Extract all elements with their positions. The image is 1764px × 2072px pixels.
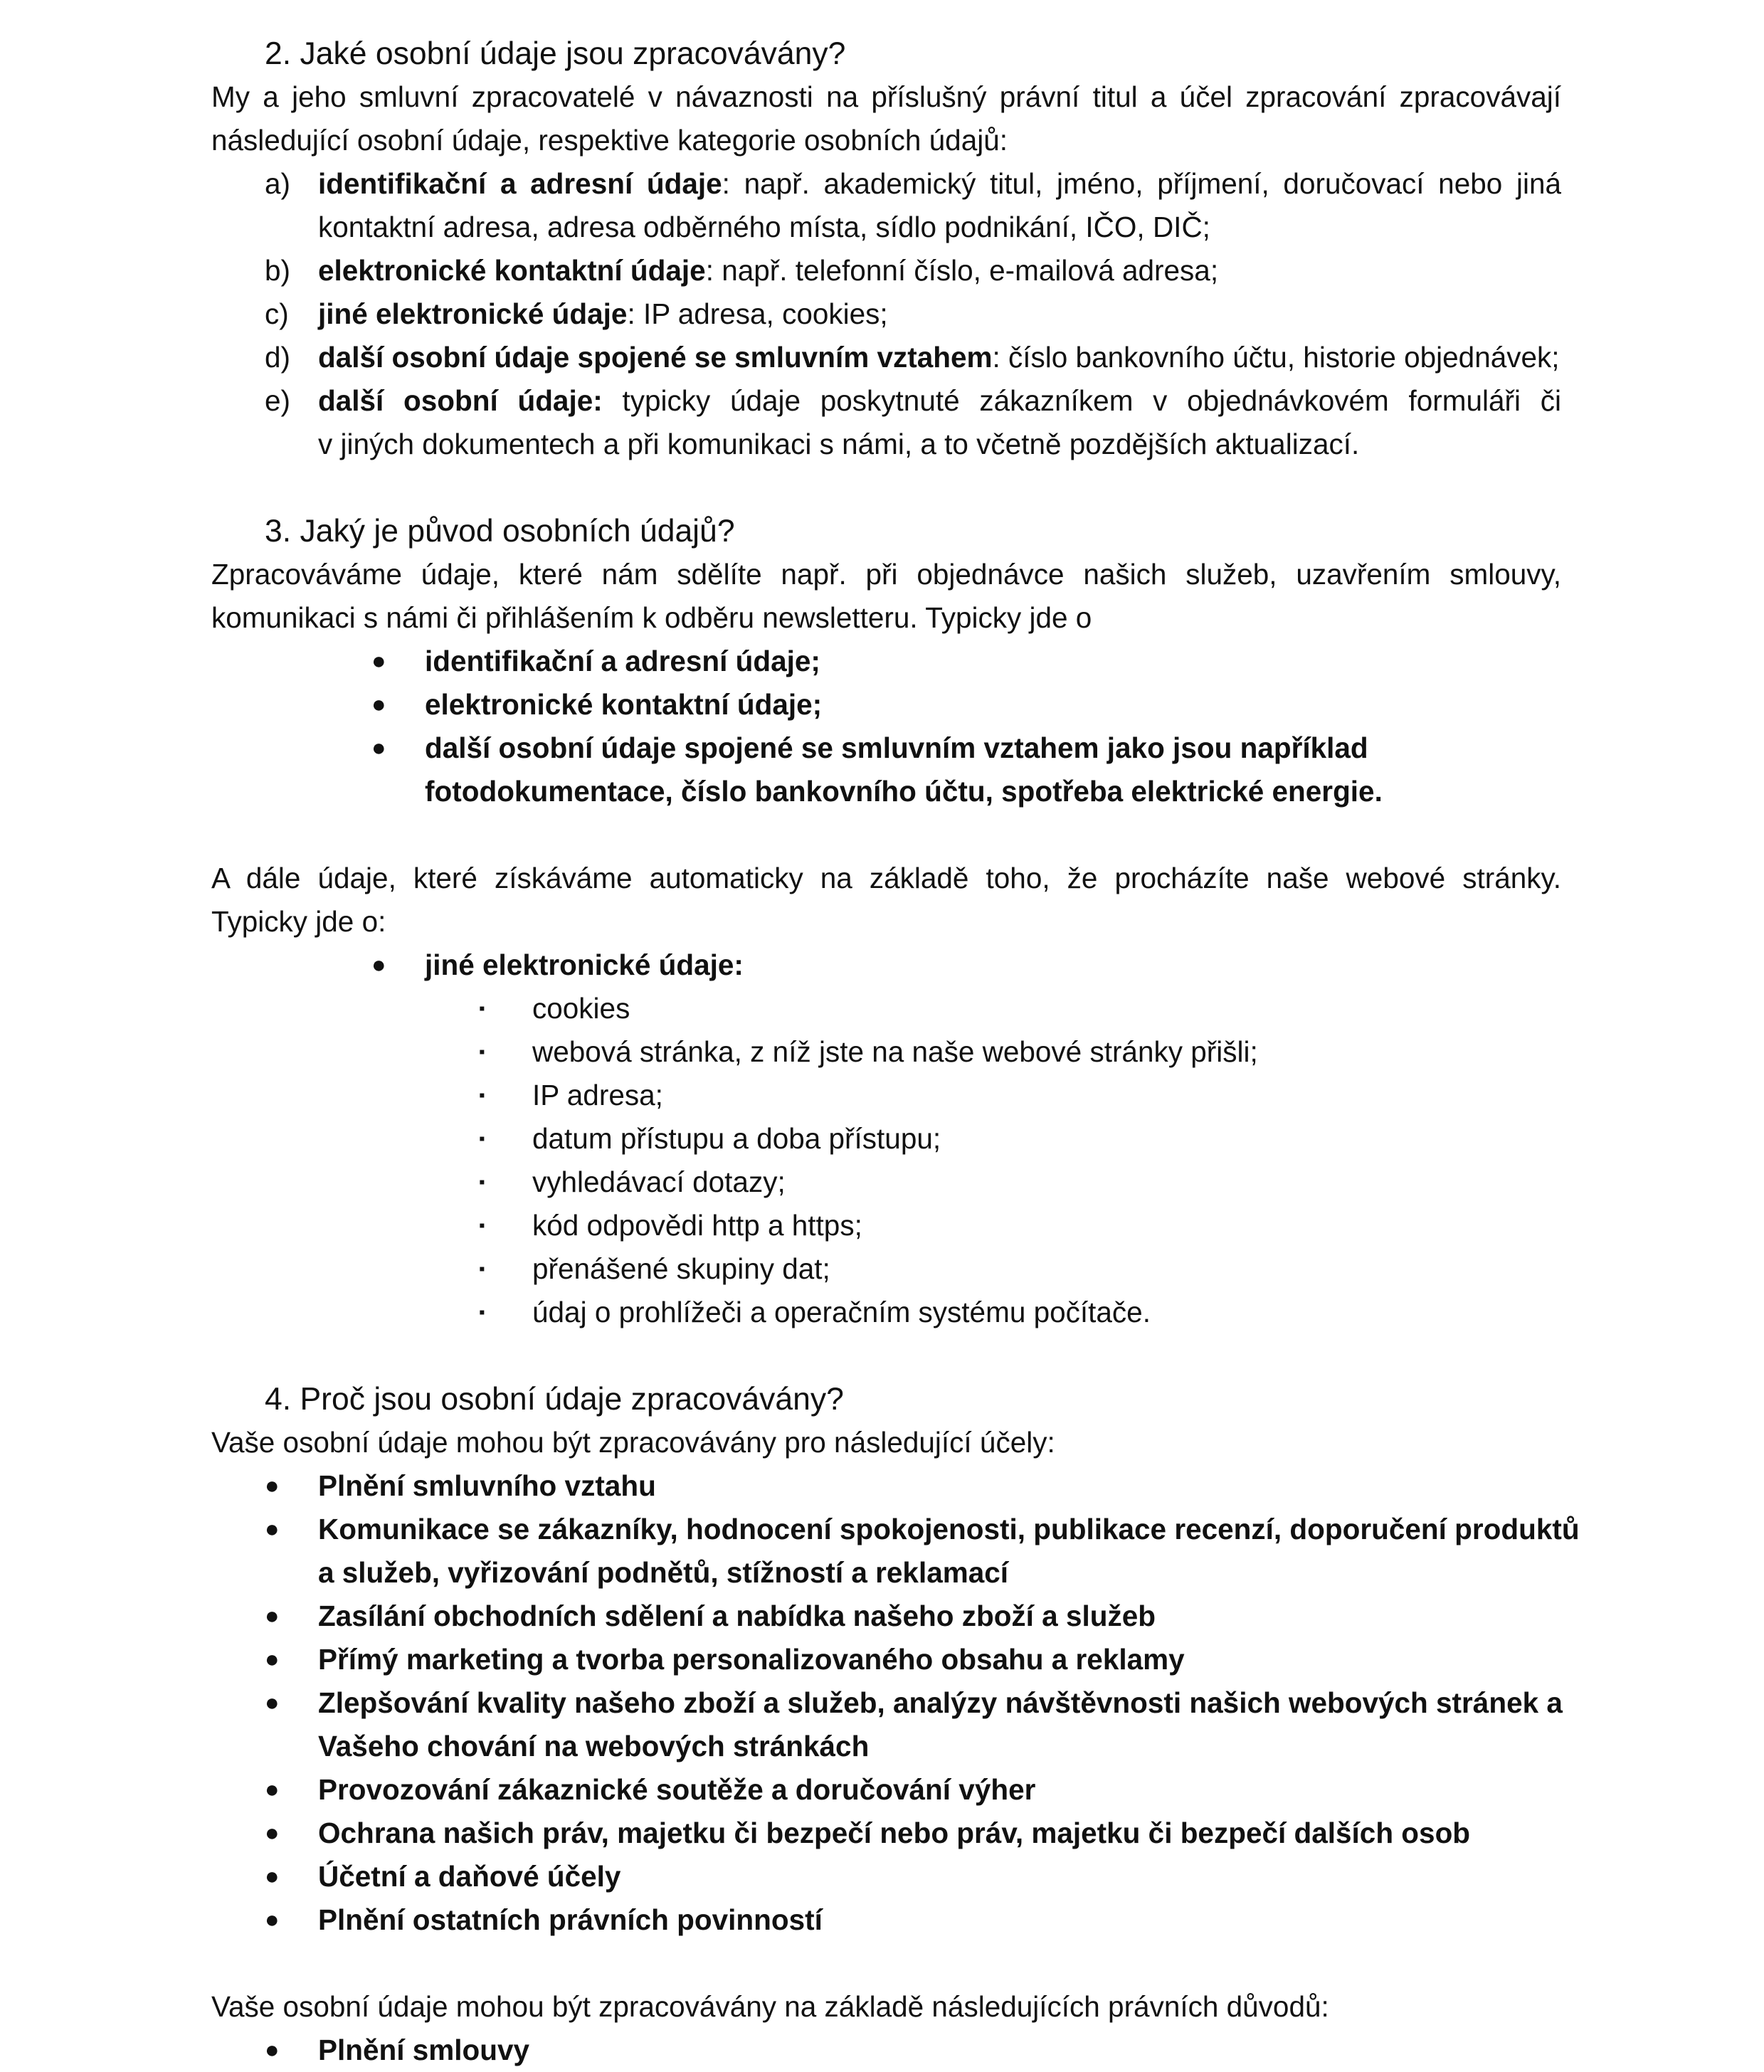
square-bullet-icon: ▪ [479,1042,485,1062]
purpose-text: Účetní a daňové účely [318,1860,621,1893]
list-item [318,336,1561,379]
bullet-item [425,726,1561,770]
list-item-term: další osobní údaje: [318,384,603,417]
section-number: 2. [265,36,292,71]
square-bullet-icon: ▪ [479,1216,485,1235]
legal-basis-item [318,2029,1561,2072]
list-item-term: identifikační a adresní údaje [318,167,722,200]
bullet-icon: ● [265,1516,280,1543]
sub-list-text: webová stránka, z níž jste na naše webové stránky přišli; [532,1035,1258,1068]
square-bullet-icon: ▪ [479,1129,485,1148]
purpose-item [318,1638,1561,1681]
paragraph-line [211,75,1561,119]
list-marker: b) [265,254,291,287]
bullet-item [425,944,1561,987]
paragraph-text: Vaše osobní údaje mohou být zpracovávány pro následující účely: [211,1426,1055,1459]
purpose-item [318,1464,1561,1508]
bullet-text: další osobní údaje spojené se smluvním vztahem jako jsou například [425,731,1368,764]
purpose-text: Zlepšování kvality našeho zboží a služeb, analýzy návštěvnosti našich webových stránek a [318,1686,1563,1719]
bullet-icon: ● [265,1689,280,1716]
bullet-icon: ● [265,1472,280,1499]
purpose-item [318,1812,1561,1855]
list-item-text: : IP adresa, cookies; [627,297,888,330]
bullet-item [425,640,1561,683]
sub-list-item [532,1074,1561,1117]
section-heading [265,509,1561,553]
sub-list-text: cookies [532,992,630,1025]
sub-list-item [532,987,1561,1030]
list-item-continuation [318,423,1561,466]
list-item [318,379,1561,423]
square-bullet-icon: ▪ [479,999,485,1018]
purpose-item [318,1681,1561,1725]
paragraph-line [211,119,1561,162]
bullet-icon: ● [265,1819,280,1846]
purpose-text: Plnění smluvního vztahu [318,1469,656,1502]
square-bullet-icon: ▪ [479,1259,485,1279]
purpose-item [318,1508,1580,1551]
purpose-text: Přímý marketing a tvorba personalizovaného obsahu a reklamy [318,1643,1185,1676]
bullet-icon: ● [265,1646,280,1673]
purpose-item-continuation [318,1551,1561,1595]
purpose-text: Komunikace se zákazníky, hodnocení spokojenosti, publikace recenzí, doporučení produktů [318,1513,1580,1545]
purpose-item [318,1595,1561,1638]
sub-list-item [532,1161,1561,1204]
sub-list-text: vyhledávací dotazy; [532,1166,786,1198]
section-number: 3. [265,514,292,549]
list-item [318,162,1561,206]
square-bullet-icon: ▪ [479,1086,485,1105]
list-item [318,292,1561,336]
paragraph-text: My a jeho smluvní zpracovatelé v návaznosti na příslušný právní titul a účel zpracování zpracovávají [211,80,1561,113]
list-item-text: : např. telefonní číslo, e-mailová adresa; [705,254,1219,287]
purpose-item [318,1768,1561,1812]
purpose-text: Provozování zákaznické soutěže a doručování výher [318,1773,1036,1806]
bullet-text: elektronické kontaktní údaje; [425,688,823,721]
sub-list-text: údaj o prohlížeči a operačním systému počítače. [532,1296,1151,1328]
list-item-continuation [318,206,1561,249]
sub-list-item [532,1030,1561,1074]
purpose-text: Ochrana našich práv, majetku či bezpečí nebo práv, majetku či bezpečí dalších osob [318,1817,1471,1849]
bullet-item [425,683,1561,726]
list-marker: c) [265,297,289,330]
bullet-icon: ● [371,691,386,718]
paragraph-text: Vaše osobní údaje mohou být zpracovávány na základě následujících právních důvodů: [211,1990,1329,2023]
paragraph-line [211,857,1561,900]
paragraph-line [211,900,1561,944]
purpose-text: Zasílání obchodních sdělení a nabídka našeho zboží a služeb [318,1600,1156,1632]
list-marker: a) [265,167,291,200]
bullet-icon: ● [265,2036,280,2063]
sub-list-item [532,1247,1561,1291]
paragraph-text: následující osobní údaje, respektive kategorie osobních údajů: [211,124,1008,157]
bullet-icon: ● [371,951,386,978]
legal-basis-text: Plnění smlouvy [318,2034,530,2066]
bullet-text: jiné elektronické údaje: [425,948,744,981]
list-marker: e) [265,384,291,417]
section-title: Proč jsou osobní údaje zpracovávány? [300,1382,844,1417]
paragraph-line [211,1421,1561,1464]
paragraph-line [211,596,1561,640]
paragraph-text: Zpracováváme údaje, které nám sdělíte např. při objednávce našich služeb, uzavřením smlouvy, [211,558,1561,591]
paragraph-text: komunikaci s námi či přihlášením k odběru newsletteru. Typicky jde o [211,601,1092,634]
bullet-icon: ● [371,648,386,675]
purpose-item-continuation [318,1725,1561,1768]
purpose-text: Plnění ostatních právních povinností [318,1903,823,1936]
paragraph-line [211,553,1561,596]
sub-list-item [532,1117,1561,1161]
bullet-text: identifikační a adresní údaje; [425,645,820,677]
list-item-text: kontaktní adresa, adresa odběrného místa, sídlo podnikání, IČO, DIČ; [318,211,1210,243]
list-item-text: typicky údaje poskytnuté zákazníkem v objednávkovém formuláři či [602,384,1562,417]
bullet-icon: ● [265,1906,280,1933]
purpose-item [318,1898,1561,1942]
sub-list-item [532,1291,1561,1334]
section-title: Jaké osobní údaje jsou zpracovávány? [300,36,846,71]
list-item-term: jiné elektronické údaje [318,297,628,330]
sub-list-item [532,1204,1561,1247]
list-item [318,249,1561,292]
list-item-term: elektronické kontaktní údaje [318,254,706,287]
purpose-text: a služeb, vyřizování podnětů, stížností a reklamací [318,1556,1009,1589]
sub-list-text: datum přístupu a doba přístupu; [532,1122,941,1155]
bullet-icon: ● [265,1863,280,1890]
paragraph-text: Typicky jde o: [211,905,386,938]
list-item-text: v jiných dokumentech a při komunikaci s námi, a to včetně pozdějších aktualizací. [318,428,1360,460]
section-heading [265,1378,1561,1421]
bullet-icon: ● [265,1602,280,1629]
bullet-icon: ● [265,1776,280,1803]
purpose-item [318,1855,1561,1898]
purpose-text: Vašeho chování na webových stránkách [318,1730,870,1762]
section-number: 4. [265,1382,292,1417]
square-bullet-icon: ▪ [479,1303,485,1322]
section-title: Jaký je původ osobních údajů? [300,514,735,549]
list-item-text: : číslo bankovního účtu, historie objednávek; [992,341,1560,374]
section-heading [265,32,1561,75]
square-bullet-icon: ▪ [479,1173,485,1192]
paragraph-text: A dále údaje, které získáváme automaticky na základě toho, že procházíte naše webové stránky. [211,862,1561,894]
list-item-term: další osobní údaje spojené se smluvním vztahem [318,341,993,374]
sub-list-text: IP adresa; [532,1079,663,1111]
sub-list-text: kód odpovědi http a https; [532,1209,862,1242]
list-marker: d) [265,341,291,374]
bullet-icon: ● [371,734,386,761]
sub-list-text: přenášené skupiny dat; [532,1252,830,1285]
list-item-text: : např. akademický titul, jméno, příjmení, doručovací nebo jiná [722,167,1561,200]
bullet-item-continuation [425,770,1561,813]
bullet-text: fotodokumentace, číslo bankovního účtu, spotřeba elektrické energie. [425,775,1383,808]
paragraph-line [211,1985,1561,2029]
